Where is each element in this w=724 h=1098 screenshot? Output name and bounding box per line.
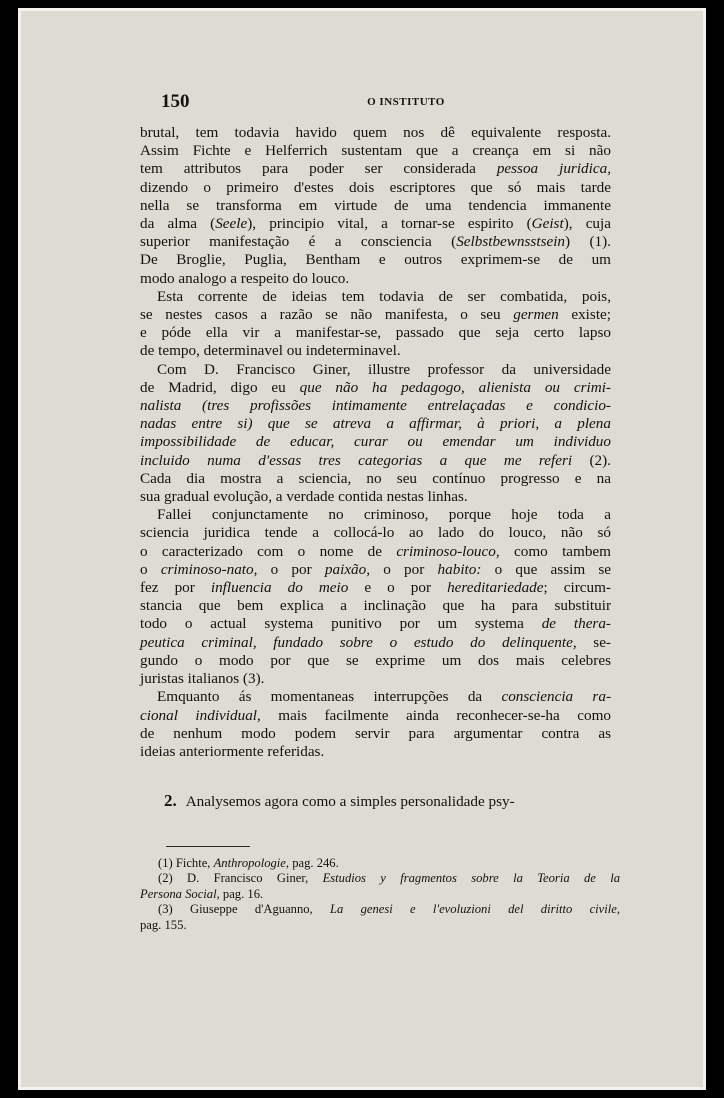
italic-span: Anthropologie,: [213, 856, 290, 870]
italic-span: criminoso-louco,: [396, 542, 500, 560]
footnote-1: [140, 856, 620, 871]
text-line: ideias anteriormente referidas.: [140, 742, 325, 760]
italic-span: paixão,: [324, 560, 371, 578]
paragraph-4: [140, 506, 611, 688]
text-line: [140, 707, 611, 725]
text-span: (2) D. Francisco Giner,: [158, 871, 323, 886]
text-span: existe;: [558, 306, 611, 324]
footnote-line: pag. 155.: [140, 917, 187, 932]
running-title: O INSTITUTO: [367, 96, 445, 108]
paragraph-3: [140, 361, 611, 507]
text-span: mais facilmente ainda reconhecer-se-ha como: [260, 706, 611, 724]
text-span: o que assim se: [481, 560, 612, 578]
text-span: ; circum-: [543, 579, 611, 597]
italic-span: Estudios y fragmentos sobre la Teoria de la: [322, 871, 620, 886]
footnote-line: [140, 871, 620, 886]
text-span: o caracterizado com o nome de: [140, 542, 397, 560]
text-span: tem attributos para poder ser considerada: [140, 160, 497, 178]
italic-span: incluido numa d'essas tres categorias a que me referi: [140, 451, 573, 469]
text-span: da alma (: [140, 215, 216, 233]
italic-span: Selbstbewnsstsein: [456, 233, 566, 251]
text-line: [140, 561, 611, 579]
italic-span: de thera-: [541, 615, 611, 633]
text-span: ), cuja: [563, 215, 611, 233]
paragraph-1: [140, 124, 611, 288]
text-line: [140, 233, 611, 251]
italic-span: peutica criminal, fundado sobre o estudo do delinquente,: [140, 633, 577, 651]
text-span: (2).: [572, 451, 611, 469]
italic-span: hereditariedade: [447, 579, 544, 597]
text-span: ) (1).: [565, 233, 611, 251]
footnote-line: [158, 856, 620, 871]
italic-span: Seele: [215, 215, 248, 233]
footnote-rule: [166, 846, 250, 847]
text-line: Fallei conjunctamente no criminoso, porque hoje toda a: [157, 506, 611, 524]
text-line: de tempo, determinavel ou indeterminavel.: [140, 342, 401, 360]
paragraph-2: [140, 288, 611, 361]
text-span: Emquanto ás momentaneas interrupções da: [157, 688, 502, 706]
footnote-line: [140, 887, 620, 902]
italic-span: impossibilidade de educar, curar ou emendar um individuo: [140, 433, 611, 451]
text-line: [140, 215, 611, 233]
text-line: de nenhum modo podem servir para argumentar contra as: [140, 724, 611, 742]
text-span: fez por: [140, 579, 211, 597]
text-span: se nestes casos a razão se não manifesta, o seu: [140, 306, 514, 324]
footnotes: [140, 856, 620, 933]
text-line: brutal, tem todavia havido quem nos dê equivalente resposta.: [140, 124, 611, 141]
text-line: [140, 579, 611, 597]
text-line: Esta corrente de ideias tem todavia de ser combatida, pois,: [157, 287, 611, 305]
italic-span: influencia do meio: [210, 579, 349, 597]
text-span: pag. 16.: [219, 886, 264, 901]
text-line: dizendo o primeiro d'estes dois escriptores que só mais tarde: [140, 178, 611, 196]
italic-span: criminoso-nato,: [160, 560, 258, 578]
text-line: [140, 306, 611, 324]
footnote-3: [140, 902, 620, 933]
text-span: pag. 246.: [289, 856, 339, 870]
page-number: 150: [161, 91, 190, 112]
text-span: se-: [576, 633, 611, 651]
text-line: Assim Fichte e Helferrich sustentam que a creança em si não: [140, 142, 611, 160]
text-line: gundo o modo por que se exprime um dos mais celebres: [140, 651, 611, 669]
section-text: Analysemos agora como a simples personalidade psy-: [185, 793, 515, 810]
page-header: [161, 91, 651, 113]
text-span: de Madrid, digo eu: [140, 378, 300, 396]
text-line: sciencia juridica tende a collocá-lo ao lado do louco, não só: [140, 524, 611, 542]
text-line: De Broglie, Puglia, Bentham e outros exprimem-se de um: [140, 251, 611, 269]
text-span: o: [140, 560, 161, 578]
italic-span: nadas entre si) que se atreva a affirmar, à priori, a plena: [140, 415, 611, 433]
text-span: e o por: [348, 579, 448, 597]
text-span: todo o actual systema punitivo por um systema: [140, 615, 542, 633]
text-line: [140, 543, 611, 561]
text-span: o por: [257, 560, 325, 578]
text-line: [140, 615, 611, 633]
section-number: 2.: [164, 791, 177, 810]
paragraph-5: [140, 688, 611, 761]
text-line: [140, 433, 611, 451]
text-span: (3) Giuseppe d'Aguanno,: [158, 902, 330, 917]
italic-span: nalista (tres profissões intimamente entrelaçadas e condicio-: [140, 397, 611, 415]
body-text: [140, 124, 611, 761]
text-span: superior manifestação é a consciencia (: [140, 233, 457, 251]
text-line: stancia que bem explica a inclinação que ha para substituir: [140, 597, 611, 615]
text-span: (1) Fichte,: [158, 856, 214, 870]
italic-span: pessoa juridica,: [496, 160, 611, 178]
footnote-2: [140, 871, 620, 902]
text-line: [140, 688, 611, 706]
section-heading-line: [164, 792, 614, 811]
text-line: sua gradual evolução, a verdade contida nestas linhas.: [140, 488, 468, 506]
italic-span: Geist: [531, 215, 564, 233]
text-line: juristas italianos (3).: [140, 670, 265, 688]
italic-span: La genesi e l'evoluzioni del diritto civile,: [329, 902, 620, 917]
text-line: [140, 397, 611, 415]
italic-span: habito:: [437, 560, 482, 578]
italic-span: cional individual,: [140, 706, 261, 724]
text-line: nella se transforma em virtude de uma tendencia immanente: [140, 196, 611, 214]
italic-span: Persona Social,: [140, 886, 220, 901]
text-line: [140, 634, 611, 652]
text-line: [140, 160, 611, 178]
italic-span: que não ha pedagogo, alienista ou crimi-: [299, 378, 611, 396]
text-span: o por: [370, 560, 438, 578]
text-line: [140, 415, 611, 433]
text-line: [140, 379, 611, 397]
italic-span: consciencia ra-: [501, 688, 611, 706]
text-line: e póde ella vir a manifestar-se, passado que seja certo lapso: [140, 324, 611, 342]
text-line: modo analogo a respeito do louco.: [140, 269, 350, 287]
footnote-line: [140, 902, 620, 917]
text-span: ), principio vital, a tornar-se espirito (: [247, 215, 532, 233]
text-line: Cada dia mostra a sciencia, no seu contínuo progresso e na: [140, 469, 611, 487]
italic-span: germen: [513, 306, 559, 324]
text-line: Com D. Francisco Giner, illustre professor da universidade: [157, 360, 611, 378]
text-span: como tambem: [499, 542, 611, 560]
text-line: [140, 452, 611, 470]
